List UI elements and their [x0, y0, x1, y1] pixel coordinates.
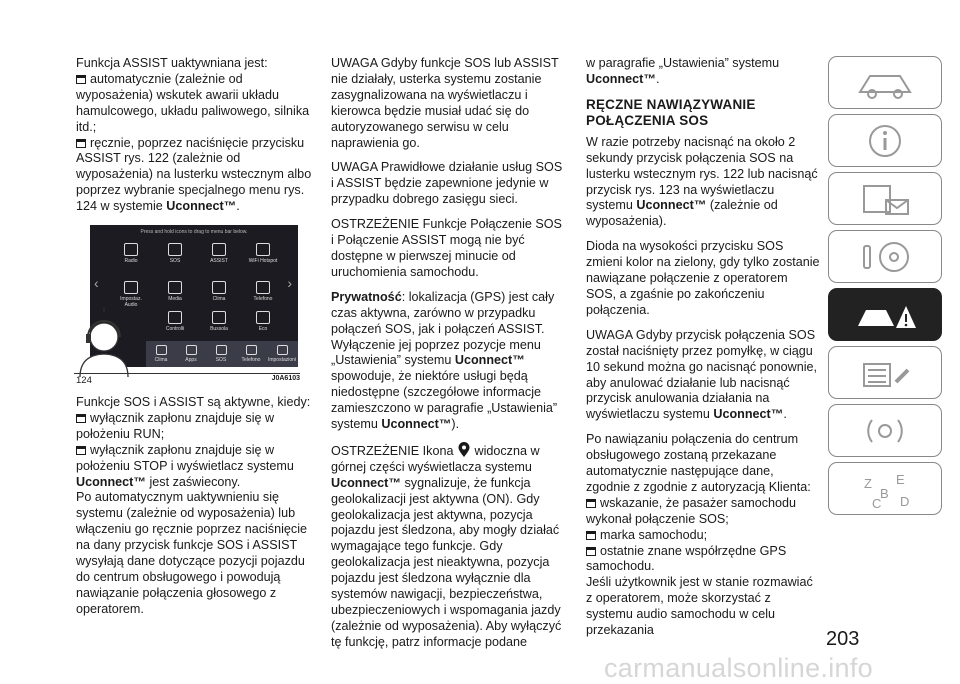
bullet-icon	[76, 446, 86, 455]
steering-wheel-icon	[850, 236, 920, 278]
paragraph: OSTRZEŻENIE Ikona widoczna w górnej części wyświetlacza systemu Uconnect™ sygnalizuje, że funkcja geolokalizacji jest aktywna (ON). Gdy geolokalizacja jest aktywna, pozycja pojazdu jest śledzona, aby mogły działać wymagające tego funkcje. Gdy geolokalizacja jest nieaktywna, pozycja pojazdu jest śledzona wyłącznie dla systemów nawigacji, bezpieczeństwa, ubezpieczeniowych i wspomagania jazdy (zależnie od wyposażenia). Aby wyłączyć tę funkcję, patrz informacje podane	[331, 443, 562, 649]
column-1	[76, 56, 312, 224]
figure-code: J0A6103	[271, 375, 300, 382]
bullet-icon	[586, 499, 596, 508]
multimedia-icon	[850, 410, 920, 452]
wifi-tile: WiFi Hotspot	[246, 243, 280, 264]
tab-multimedia[interactable]	[828, 404, 942, 457]
svg-text:B: B	[880, 485, 889, 501]
column-1-lower	[76, 395, 312, 627]
paragraph: Funkcje SOS i ASSIST są aktywne, kiedy:	[76, 395, 311, 409]
tab-driving[interactable]	[828, 230, 942, 283]
info-icon	[850, 120, 920, 162]
bullet-icon	[76, 414, 86, 423]
dock-impostazioni: Impostazioni	[266, 345, 298, 363]
sos-tile: SOS	[158, 243, 192, 264]
bullet-icon	[586, 531, 596, 540]
dock-apps: Apps	[176, 345, 206, 363]
paragraph: UWAGA Prawidłowe działanie usług SOS i ASSIST będzie zapewnione jedynie w przypadku dobrego zasięgu sieci.	[331, 160, 563, 207]
radio-tile: Radio	[114, 243, 148, 264]
tab-index[interactable]	[828, 462, 942, 515]
tab-maintenance[interactable]	[828, 346, 942, 399]
eco-tile: Eco	[246, 311, 280, 332]
bullet-icon	[76, 75, 86, 84]
dock-telefono: Telefono	[236, 345, 266, 363]
car-dashboard-icon	[850, 62, 920, 104]
tab-safety[interactable]	[828, 172, 942, 225]
paragraph: Po automatycznym uaktywnieniu się systemu (zależnie od wyposażenia) lub włączeniu go ręcznie poprzez naciśnięcie na dany przycisk funkcje SOS i ASSIST wysyłają dane dotyczące pozycji pojazdu do centrum obsługowego i powodują nawiązanie połączenia głosowego z operatorem.	[76, 490, 308, 616]
svg-text:C: C	[872, 495, 882, 510]
bussola-tile: Bussola	[202, 311, 236, 332]
paragraph: Dioda na wysokości przycisku SOS zmieni kolor na zielony, gdy tylko zostanie nawiązane połączenie z operatorem SOS, a zgaśnie po zakończeniu połączenia.	[586, 239, 820, 317]
column-2	[331, 56, 567, 660]
page-number: 203	[826, 628, 860, 650]
tab-dashboard[interactable]	[828, 56, 942, 109]
svg-text:D: D	[900, 493, 910, 509]
clima-tile: Clima	[202, 281, 236, 302]
location-pin-icon	[457, 442, 471, 458]
chevron-left-icon: ‹	[94, 275, 99, 291]
chevron-right-icon: ›	[287, 275, 292, 291]
controlli-tile: Controlli	[158, 311, 192, 332]
paragraph: Prywatność: lokalizacja (GPS) jest cały czas aktywna, zarówno w przypadku połączeń SOS, jak i połączeń ASSIST. Wyłączenie jej poprzez pozycje menu „Ustawienia” systemu Uconnect™ spowoduje, że niektóre usługi będą niedostępne (szczegółowe informacje zamieszczono w paragrafie „Ustawienia” systemu Uconnect™).	[331, 289, 558, 432]
svg-text:Z: Z	[864, 475, 872, 491]
assist-tile: ASSIST	[202, 243, 236, 264]
bullet-item: ręcznie, poprzez naciśnięcie przycisku ASSIST rys. 122 (zależnie od wyposażenia) na lusterku wstecznym albo poprzez wybranie specjalnego menu rys. 124 w systemie Uconnect™.	[76, 135, 312, 214]
bullet-icon	[76, 139, 86, 148]
paragraph: UWAGA Gdyby funkcje SOS lub ASSIST nie działały, usterka systemu zostanie zasygnalizowana na wyświetlaczu i kierowca będzie musiał udać się do autoryzowanego serwisu w celu naprawienia go.	[331, 56, 559, 150]
dock-clima: Clima	[146, 345, 176, 363]
bullet-item: wyłącznik zapłonu znajduje się w położeniu RUN;	[76, 410, 275, 441]
bullet-item: wyłącznik zapłonu znajduje się w położeniu STOP i wyświetlacz systemu Uconnect™ jest zaświecony.	[76, 442, 294, 489]
figure-caption-bar	[74, 373, 300, 386]
audio-tile: Impostaz. Audio	[114, 281, 148, 308]
section-heading: RĘCZNE NAWIĄZYWANIE POŁĄCZENIA SOS	[586, 96, 756, 128]
bullet-item: automatycznie (zależnie od wyposażenia) wskutek awarii układu hamulcowego, układu paliwowego, silnika itd.;	[76, 71, 310, 134]
bullet-icon	[586, 547, 596, 556]
bullet-item: ostatnie znane współrzędne GPS samochodu.	[586, 543, 787, 574]
screen-topbar-text: Press and hold icons to drag to menu bar below.	[140, 229, 248, 235]
maintenance-icon	[850, 352, 920, 394]
bullet-item: wskazanie, że pasażer samochodu wykonał połączenie SOS;	[586, 495, 797, 526]
paragraph: Po nawiązaniu połączenia do centrum obsługowego zostaną przekazane automatycznie następujące dane, zgodnie z zgodnie z autoryzacją Klienta:	[586, 432, 811, 494]
paragraph: Jeśli użytkownik jest w stanie rozmawiać z operatorem, może skorzystać z systemu audio samochodu w celu przekazania	[586, 575, 813, 638]
emergency-warning-icon	[850, 294, 920, 336]
operator-person-icon	[74, 307, 130, 377]
paragraph: UWAGA Gdyby przycisk połączenia SOS został naciśnięty przez pomyłkę, w ciągu 10 sekund można go nacisnąć ponownie, aby anulować działanie lub nacisnąć przycisk anulowania działania na wyświetlaczu systemu Uconnect™.	[586, 327, 818, 422]
telefono-tile: Telefono	[246, 281, 280, 302]
chapter-tabs	[828, 56, 944, 520]
intro-text: Funkcja ASSIST uaktywniana jest:	[76, 56, 268, 70]
key-lock-icon	[850, 178, 920, 220]
figure-124	[74, 225, 300, 385]
media-tile: Media	[158, 281, 192, 302]
bullet-item: marka samochodu;	[586, 528, 820, 544]
paragraph: OSTRZEŻENIE Funkcje Połączenie SOS i Połączenie ASSIST mogą nie być dostępne w pierwszej minucie od uruchomienia samochodu.	[331, 217, 562, 279]
tab-emergency[interactable]	[828, 288, 942, 341]
paragraph: W razie potrzeby nacisnąć na około 2 sekundy przycisk połączenia SOS na lusterku wstecznym rys. 122 lub nacisnąć przycisk rys. 123 na wyświetlaczu systemu Uconnect™ (zależnie od wyposażenia).	[586, 134, 818, 229]
svg-text:E: E	[896, 471, 905, 487]
watermark: carmanualsonline.info	[604, 653, 873, 683]
figure-number: 124	[76, 375, 92, 386]
index-letters-icon	[850, 468, 920, 510]
dock-sos: SOS	[206, 345, 236, 363]
screen-dock	[146, 341, 298, 367]
column-3	[586, 56, 820, 648]
paragraph: w paragrafie „Ustawienia” systemu Uconnect™.	[586, 56, 780, 86]
tab-info[interactable]	[828, 114, 942, 167]
